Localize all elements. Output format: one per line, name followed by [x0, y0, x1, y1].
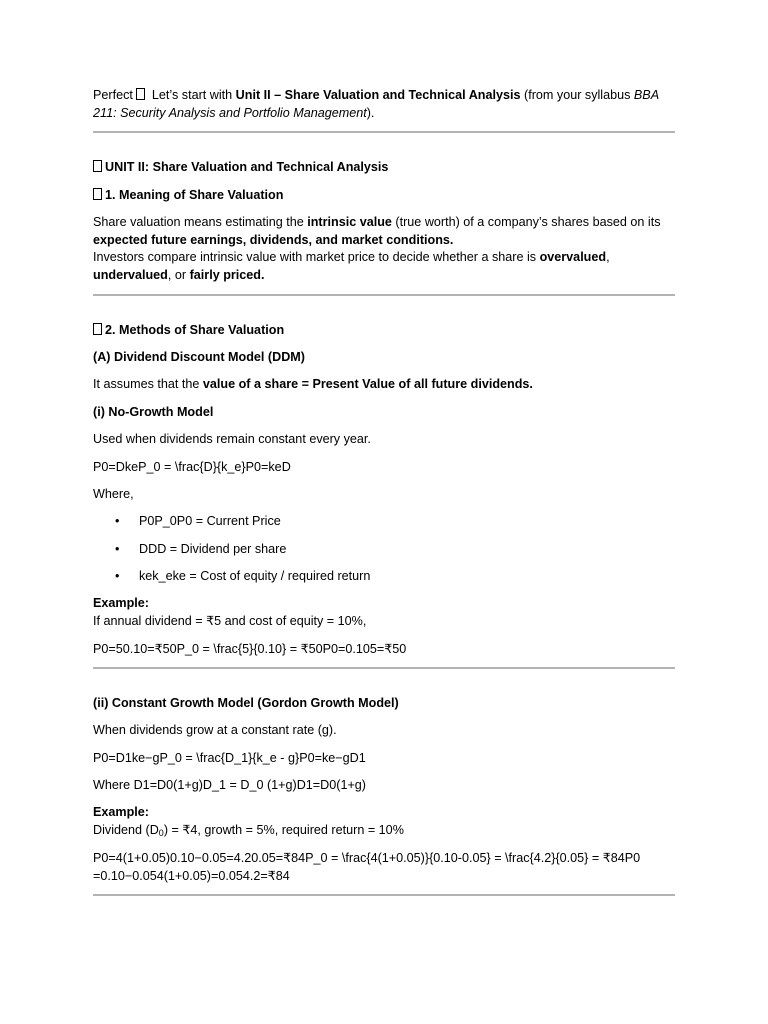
- intro-text-3: (from your syllabus: [520, 88, 634, 102]
- variables-list: [93, 513, 675, 596]
- intro-text-4: ).: [366, 105, 375, 120]
- intro-text-2: Let’s start with: [148, 88, 236, 102]
- example2-calc-line2: =0.10−0.054(1+0.05)=0.054.2=₹84: [93, 868, 290, 883]
- unit-heading-text: UNIT II: Share Valuation and Technical Analysis: [105, 160, 389, 174]
- example2-text-2: ) = ₹4, growth = 5%, required return = 10%: [163, 822, 404, 837]
- intro-syllabus: BBA 211: Security Analysis and Portfolio Management: [93, 88, 659, 120]
- example-label: Example:: [93, 596, 149, 610]
- where-label: Where,: [93, 487, 134, 501]
- emoji-placeholder-icon: [93, 160, 102, 172]
- nogrowth-desc: Used when dividends remain constant every year.: [93, 432, 371, 446]
- example2-text-1: Dividend (D: [93, 822, 159, 837]
- divider: [93, 894, 675, 896]
- divider: [93, 294, 675, 296]
- formula-nogrowth: P0=DkeP_0 = \frac{D}{k_e}P0=keD: [93, 460, 291, 474]
- nogrowth-heading: (i) No-Growth Model: [93, 405, 214, 419]
- gordon-desc: When dividends grow at a constant rate (g).: [93, 723, 337, 737]
- ddm-heading: (A) Dividend Discount Model (DDM): [93, 350, 305, 364]
- ddm-paragraph: [93, 376, 675, 394]
- ddm-text: It assumes that the: [93, 377, 203, 391]
- divider: [93, 667, 675, 669]
- section1-intrinsic: intrinsic value: [307, 215, 392, 229]
- section1-overvalued: overvalued: [539, 250, 607, 264]
- section2-heading: [93, 322, 675, 340]
- gordon-heading: (ii) Constant Growth Model (Gordon Growth Model): [93, 696, 399, 710]
- example2-subscript: 0: [158, 827, 164, 838]
- intro-text-1: Perfect: [93, 88, 137, 102]
- formula-gordon-where: Where D1=D0(1+g)D_1 = D_0 (1+g)D1=D0(1+g): [93, 778, 367, 792]
- section1-paragraph: [93, 214, 675, 284]
- list-item: • DDD = Dividend per share: [93, 541, 675, 569]
- formula-gordon: P0=D1ke−gP_0 = \frac{D_1}{k_e - g}P0=ke−gD1: [93, 751, 366, 765]
- example1: [93, 595, 675, 630]
- list-item: • P0P_0P0 = Current Price: [93, 513, 675, 541]
- divider: [93, 131, 675, 133]
- section1-text-2: (true worth) of a company’s shares based on its: [391, 215, 661, 229]
- emoji-placeholder-icon: [93, 188, 102, 200]
- section1-fairly-priced: fairly priced.: [189, 267, 265, 282]
- ddm-bold: value of a share = Present Value of all future dividends.: [202, 377, 533, 391]
- section1-text-1: Share valuation means estimating the: [93, 215, 308, 229]
- list-item: • kek_eke = Cost of equity / required return: [93, 568, 675, 596]
- section2-heading-text: 2. Methods of Share Valuation: [105, 323, 285, 337]
- section1-comma: ,: [606, 250, 610, 264]
- section1-expected: expected future earnings, dividends, and market conditions.: [93, 232, 454, 247]
- emoji-placeholder-icon: [136, 88, 145, 100]
- example1-text: If annual dividend = ₹5 and cost of equity = 10%,: [93, 613, 367, 628]
- example2-calc-line1: P0=4(1+0.05)0.10−0.05=4.20.05=₹84P_0 = \frac{4(1+0.05)}{0.10-0.05} = \frac{4.2}{0.05} = ₹84P0: [93, 851, 641, 865]
- example-label: Example:: [93, 805, 149, 819]
- section1-text-3: Investors compare intrinsic value with market price to decide whether a share is: [93, 250, 540, 264]
- section1-heading-text: 1. Meaning of Share Valuation: [105, 188, 284, 202]
- emoji-placeholder-icon: [93, 323, 102, 335]
- unit-heading: [93, 159, 675, 177]
- intro-paragraph: [93, 87, 675, 122]
- example2: [93, 804, 675, 842]
- example2-calculation: [93, 850, 675, 885]
- section1-heading: [93, 187, 675, 205]
- intro-unit-title: Unit II – Share Valuation and Technical Analysis: [235, 88, 521, 102]
- section1-undervalued: undervalued: [93, 267, 168, 282]
- section1-or: , or: [167, 267, 190, 282]
- example1-calculation: P0=50.10=₹50P_0 = \frac{5}{0.10} = ₹50P0=0.105=₹50: [93, 642, 407, 656]
